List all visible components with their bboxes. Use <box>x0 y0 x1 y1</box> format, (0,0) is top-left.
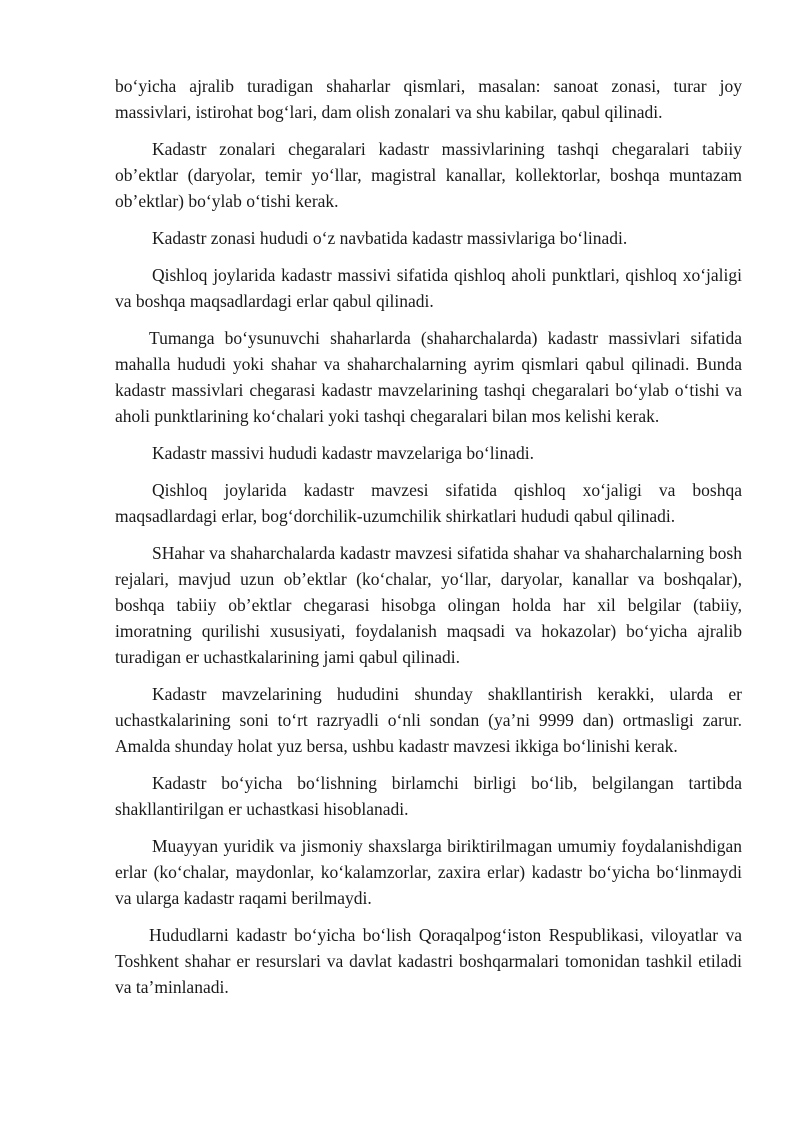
paragraph-8: SHahar va shaharchalarda kadastr mavzesi sifatida shahar va shaharchalarning bosh rejalari, mavjud uzun ob’ektlar (ko‘chalar, yo‘llar, daryolar, kanallar va boshqalar), boshqa tabiiy ob’ektlar chegarasi hisobga olingan holda har xil belgilar (tabiiy, imoratning qurilishi xususiyati, foydalanish maqsadi va hokazolar) bo‘yicha ajralib turadigan er uchastkalarining jami qabul qilinadi. <box>115 543 742 667</box>
paragraph-10: Kadastr bo‘yicha bo‘lishning birlamchi birligi bo‘lib, belgilangan tartibda shakllantirilgan er uchastkasi hisoblanadi. <box>115 773 742 819</box>
paragraph-4: Qishloq joylarida kadastr massivi sifatida qishloq aholi punktlari, qishloq xo‘jaligi va boshqa maqsadlardagi erlar qabul qilinadi. <box>115 265 742 311</box>
paragraph-5: Tumanga bo‘ysunuvchi shaharlarda (shaharchalarda) kadastr massivlari sifatida mahalla hududi yoki shahar va shaharchalarning ayrim qismlari qabul qilinadi. Bunda kadastr massivlari chegarasi kadastr mavzelarining tashqi chegaralari bo‘ylab o‘tishi va aholi punktlarining ko‘chalari yoki tashqi chegaralari bilan mos kelishi kerak. <box>115 328 742 426</box>
paragraph-1: bo‘yicha ajralib turadigan shaharlar qismlari, masalan: sanoat zonasi, turar joy massivlari, istirohat bog‘lari, dam olish zonalari va shu kabilar, qabul qilinadi. <box>115 76 742 122</box>
paragraph-3: Kadastr zonasi hududi o‘z navbatida kadastr massivlariga bo‘linadi. <box>152 228 628 248</box>
document-page <box>115 73 742 1011</box>
paragraph-6: Kadastr massivi hududi kadastr mavzelariga bo‘linadi. <box>152 443 534 463</box>
paragraph-9: Kadastr mavzelarining hududini shunday shakllantirish kerakki, ularda er uchastkalarining soni to‘rt razryadli o‘nli sondan (ya’ni 9999 dan) ortmasligi zarur. Amalda shunday holat yuz bersa, ushbu kadastr mavzesi ikkiga bo‘linishi kerak. <box>115 684 742 756</box>
paragraph-11: Muayyan yuridik va jismoniy shaxslarga biriktirilmagan umumiy foydalanishdigan erlar (ko‘chalar, maydonlar, ko‘kalamzorlar, zaxira erlar) kadastr bo‘yicha bo‘linmaydi va ularga kadastr raqami berilmaydi. <box>115 836 742 908</box>
paragraph-7: Qishloq joylarida kadastr mavzesi sifatida qishloq xo‘jaligi va boshqa maqsadlardagi erlar, bog‘dorchilik-uzumchilik shirkatlari hududi qabul qilinadi. <box>115 480 742 526</box>
paragraph-2: Kadastr zonalari chegaralari kadastr massivlarining tashqi chegaralari tabiiy ob’ektlar (daryolar, temir yo‘llar, magistral kanallar, kollektorlar, boshqa muntazam ob’ektlar) bo‘ylab o‘tishi kerak. <box>115 139 742 211</box>
paragraph-12: Hududlarni kadastr bo‘yicha bo‘lish Qoraqalpog‘iston Respublikasi, viloyatlar va Toshkent shahar er resurslari va davlat kadastri boshqarmalari tomonidan tashkil etiladi va ta’minlanadi. <box>115 925 742 997</box>
